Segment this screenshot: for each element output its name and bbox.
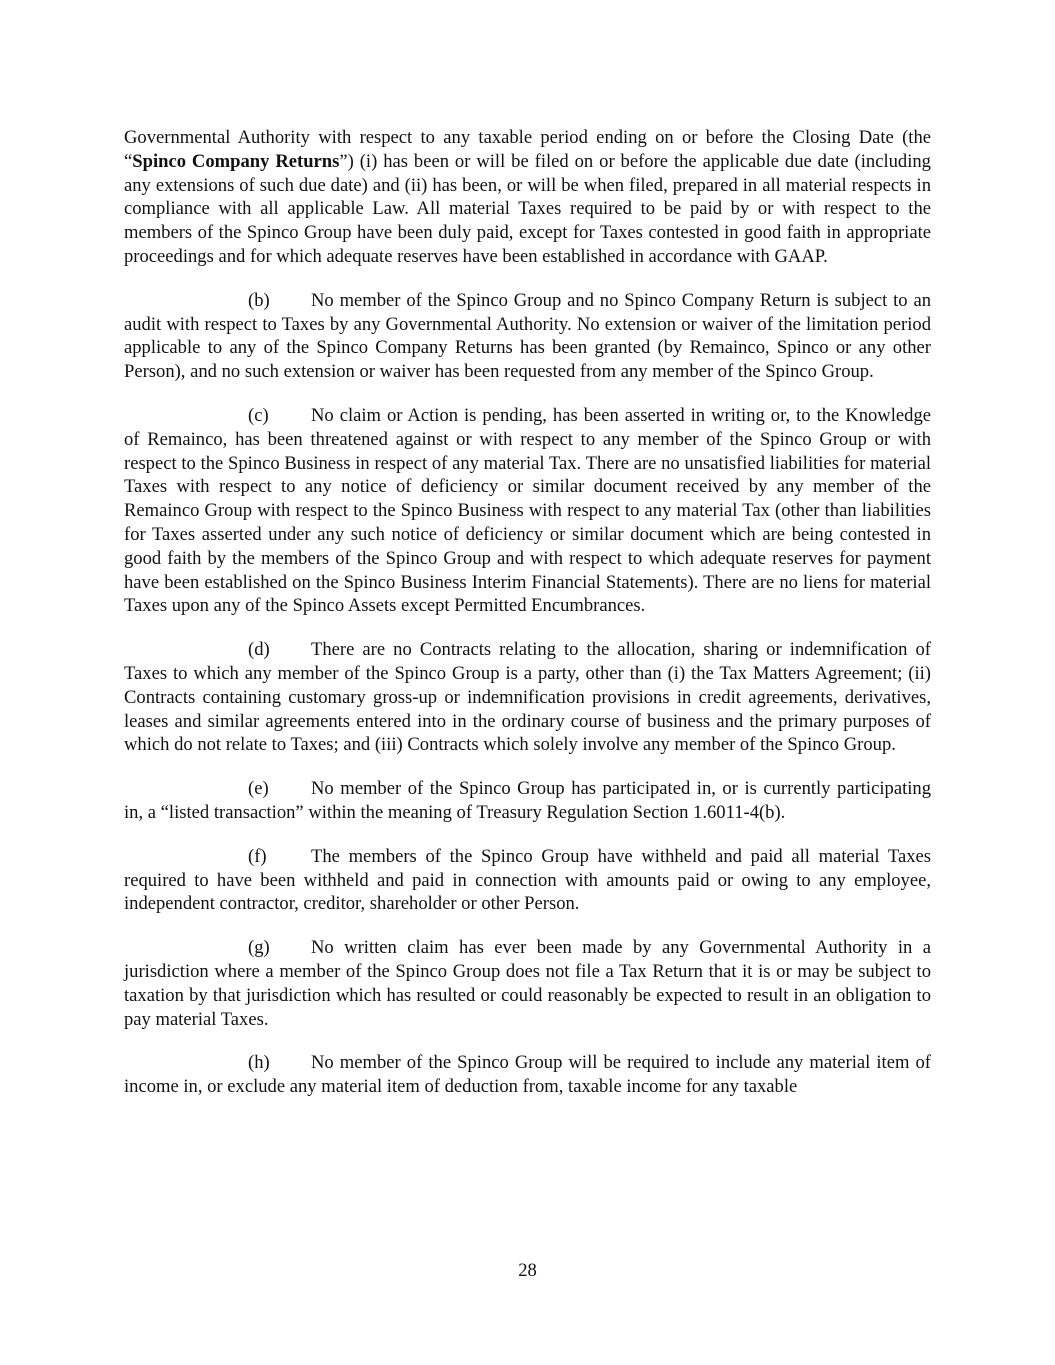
section-label: (b) <box>248 289 270 311</box>
section-f-paragraph <box>124 845 931 916</box>
section-label: (g) <box>248 937 270 959</box>
section-label: (h) <box>248 1052 270 1074</box>
section-text: No member of the Spinco Group will be required to include any material item of income in, or exclude any material item of deduction from, taxable income for any taxable <box>124 1052 931 1098</box>
section-label: (c) <box>248 404 269 426</box>
section-text: No claim or Action is pending, has been asserted in writing or, to the Knowledge of Remainco, has been threatened against or with respect to any member of the Spinco Group or with respect to the Spinco Business in respect of any material Tax. There are no unsatisfied liabilities for material Taxes with respect to any notice of deficiency or similar document received by any member of the Remainco Group with respect to the Spinco Business with respect to any material Tax (other than liabilities for Taxes asserted under any such notice of deficiency or similar document which are being contested in good faith by the members of the Spinco Group and with respect to which adequate reserves for payment have been established on the Spinco Business Interim Financial Statements). There are no liens for material Taxes upon any of the Spinco Assets except Permitted Encumbrances. <box>124 404 931 617</box>
document-page <box>124 126 931 1119</box>
section-text: No member of the Spinco Group has participated in, or is currently participating in, a “listed transaction” within the meaning of Treasury Regulation Section 1.6011-4(b). <box>124 778 931 823</box>
section-text: No member of the Spinco Group and no Spinco Company Return is subject to an audit with respect to Taxes by any Governmental Authority. No extension or waiver of the limitation period applicable to any of the Spinco Company Returns has been granted (by Remainco, Spinco or any other Person), and no such extension or waiver has been requested from any member of the Spinco Group. <box>124 289 931 383</box>
intro-text-after: ”) (i) has been or will be filed on or before the applicable due date (including any extensions of such due date) and (ii) has been, or will be when filed, prepared in all material respects in compliance with all applicable Law. All material Taxes required to be paid by or with respect to the members of the Spinco Group have been duly paid, except for Taxes contested in good faith in appropriate proceedings and for which adequate reserves have been established in accordance with GAAP. <box>124 150 931 267</box>
section-text: No written claim has ever been made by any Governmental Authority in a jurisdiction where a member of the Spinco Group does not file a Tax Return that it is or may be subject to taxation by that jurisdiction which has resulted or could reasonably be expected to result in an obligation to pay material Taxes. <box>124 937 931 1030</box>
section-label: (e) <box>248 778 269 800</box>
intro-text-before: Governmental Authority with respect to any taxable period ending on or before the Closing Date (the “ <box>124 127 931 172</box>
section-h-paragraph <box>124 1051 931 1099</box>
page-number: 28 <box>518 1260 537 1281</box>
section-g-paragraph <box>124 936 931 1031</box>
section-b-paragraph <box>124 289 931 384</box>
intro-paragraph <box>124 126 931 269</box>
defined-term-spinco-company-returns: Spinco Company Returns <box>132 150 340 172</box>
section-text: The members of the Spinco Group have withheld and paid all material Taxes required to have been withheld and paid in connection with amounts paid or owing to any employee, independent contractor, creditor, shareholder or other Person. <box>124 845 931 915</box>
section-c-paragraph <box>124 404 931 618</box>
section-text: There are no Contracts relating to the allocation, sharing or indemnification of Taxes to which any member of the Spinco Group is a party, other than (i) the Tax Matters Agreement; (ii) Contracts containing customary gross-up or indemnification provisions in credit agreements, derivatives, leases and similar agreements entered into in the ordinary course of business and the primary purposes of which do not relate to Taxes; and (iii) Contracts which solely involve any member of the Spinco Group. <box>124 639 931 756</box>
section-e-paragraph <box>124 777 931 825</box>
section-label: (f) <box>248 845 267 867</box>
section-d-paragraph <box>124 638 931 757</box>
section-label: (d) <box>248 639 270 661</box>
